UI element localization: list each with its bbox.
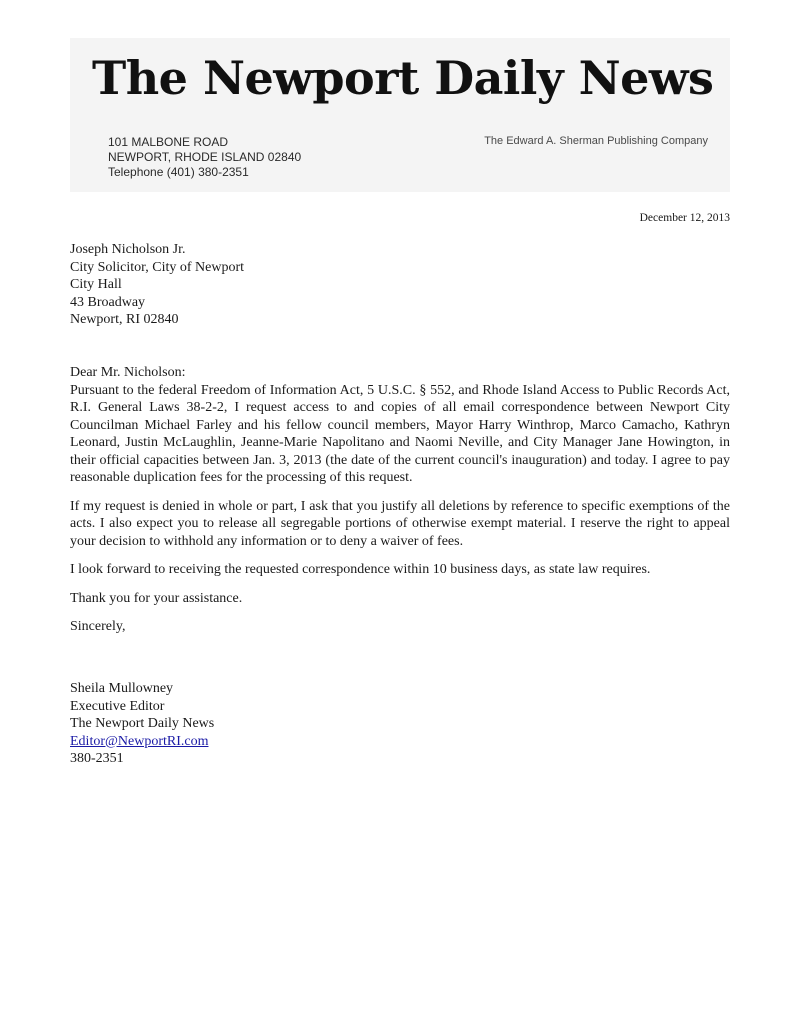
recipient-title: City Solicitor, City of Newport [70, 259, 245, 275]
recipient-street: 43 Broadway [70, 294, 146, 310]
letter-body [70, 364, 730, 647]
signer-name: Sheila Mullowney [70, 681, 174, 696]
address-street: 101 MALBONE ROAD [108, 135, 229, 149]
recipient-name: Joseph Nicholson Jr. [70, 242, 186, 257]
address-city: NEWPORT, RHODE ISLAND 02840 [108, 150, 302, 164]
paragraph-request: Pursuant to the federal Freedom of Information Act, 5 U.S.C. § 552, and Rhode Island Access to Public Records Act, R.I. General Laws 38-2-2, I request access to and copies of all email correspondence between Newport City Councilman Michael Farley and his fellow council members, Mayor Harry Winthrop, Marco Camacho, Kathryn Leonard, Justin McLaughlin, Jeanne-Marie Napolitano and Naomi Neville, and City Manager Jane Howington, in their official capacities between Jan. 3, 2013 (the date of the current council's inauguration) and today. I agree to pay reasonable duplication fees for the processing of this request. [70, 382, 730, 485]
signer-organization: The Newport Daily News [70, 716, 215, 731]
recipient-office: City Hall [70, 277, 122, 292]
paragraph-deadline: I look forward to receiving the requested correspondence within 10 business days, as state law requires. [70, 562, 651, 577]
signer-phone: 380-2351 [70, 751, 124, 766]
signature-block [70, 680, 214, 768]
address-telephone: Telephone (401) 380-2351 [108, 165, 249, 179]
salutation: Dear Mr. Nicholson: [70, 365, 186, 380]
signer-email-link[interactable]: Editor@NewportRI.com [70, 733, 209, 749]
paragraph-denial: If my request is denied in whole or part, I ask that you justify all deletions by reference to specific exemptions of the acts. I also expect you to release all segregable portions of otherwise exempt material. I reserve the right to appeal your decision to withhold any information or to deny a waiver of fees. [70, 498, 730, 549]
letterhead [70, 38, 730, 192]
letterhead-address [108, 135, 301, 180]
closing: Sincerely, [70, 619, 126, 634]
signer-title: Executive Editor [70, 698, 165, 714]
recipient-block [70, 241, 244, 329]
publisher-name: The Edward A. Sherman Publishing Company [484, 135, 708, 147]
paragraph-thanks: Thank you for your assistance. [70, 590, 243, 606]
letter-date: December 12, 2013 [639, 212, 730, 224]
recipient-city: Newport, RI 02840 [70, 312, 179, 327]
masthead-logo: The Newport Daily News [92, 51, 714, 105]
